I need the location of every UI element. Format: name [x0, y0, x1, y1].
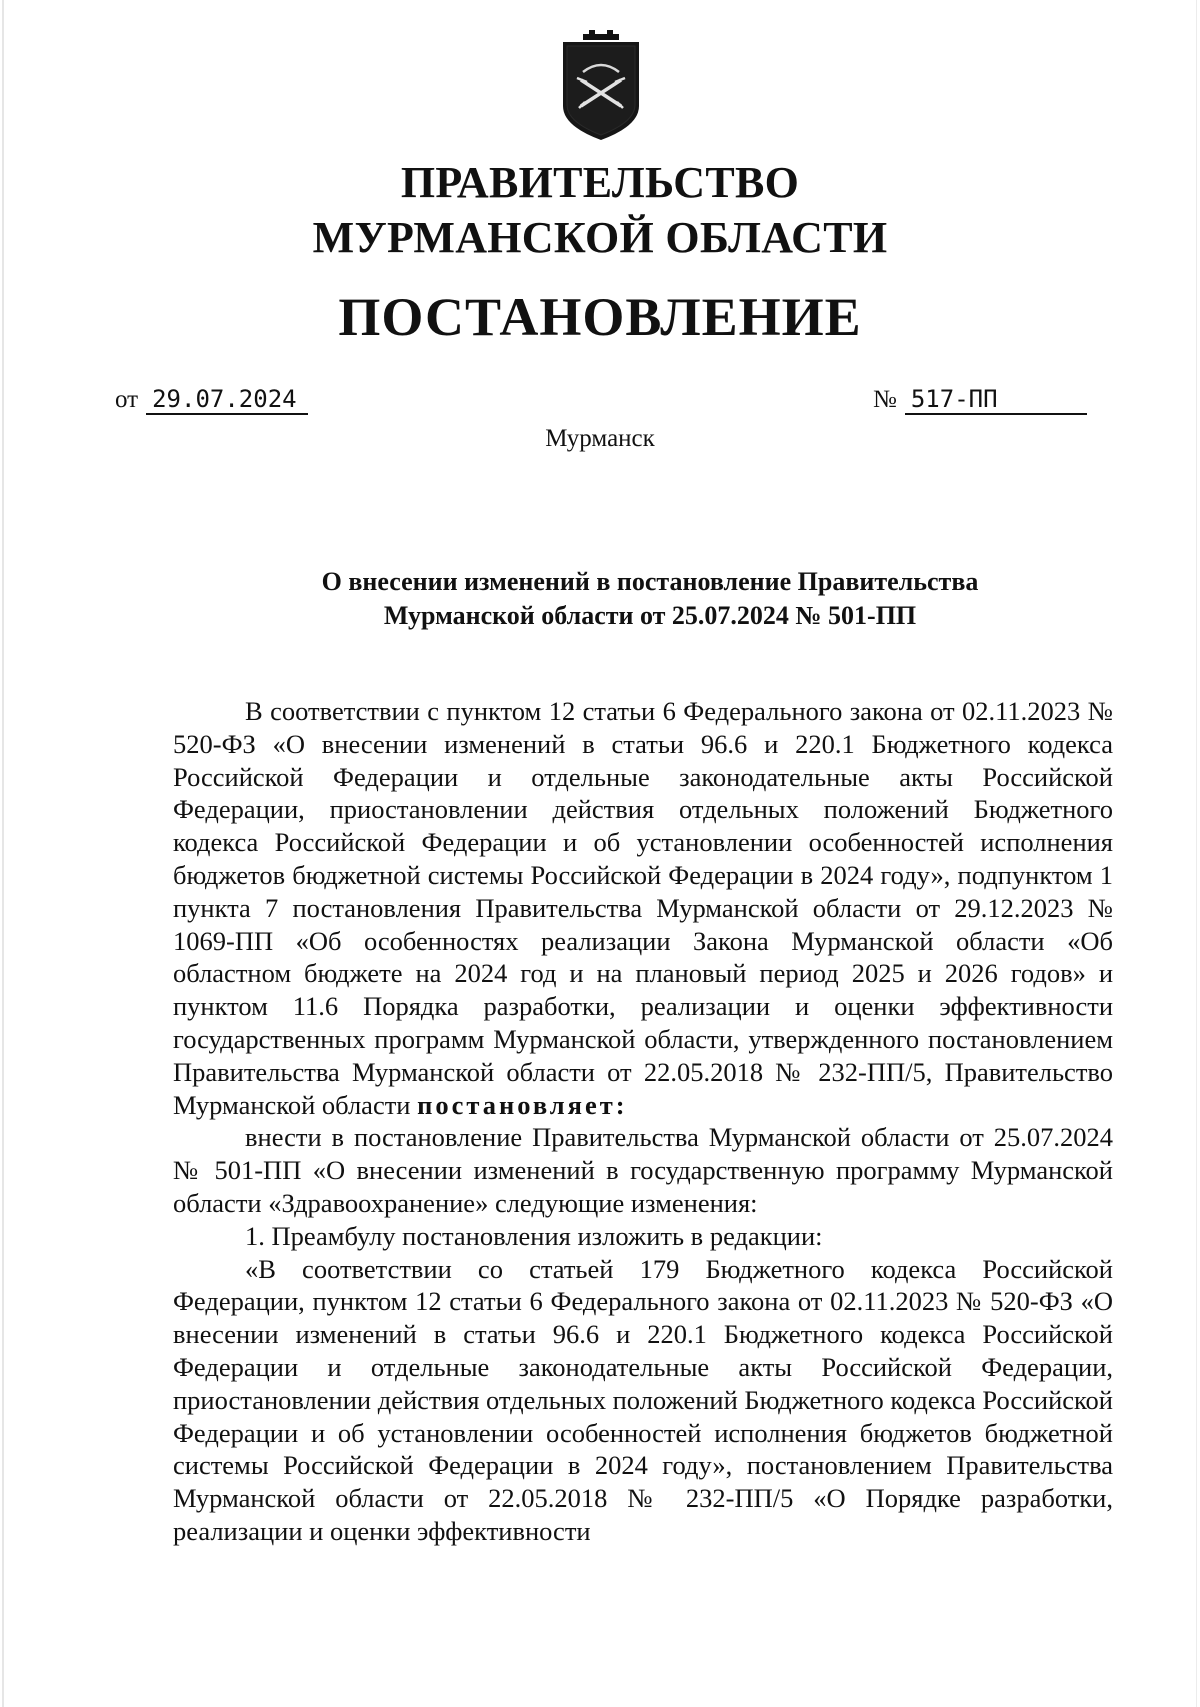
- body-paragraph-2: внести в постановление Правительства Мурманской области от 25.07.2024 № 501-ПП «О внесении изменений в государственную программу Мурманской области «Здравоохранение» следующие изменения:: [173, 1122, 1113, 1218]
- document-number: [873, 385, 1087, 415]
- title-line-1: О внесении изменений в постановление Правительства: [321, 567, 979, 596]
- number-value: 517-ПП: [905, 385, 1087, 415]
- document-type: ПОСТАНОВЛЕНИЕ: [338, 287, 862, 347]
- org-line-2: МУРМАНСКОЙ ОБЛАСТИ: [312, 213, 888, 262]
- document-body: [173, 695, 1113, 1548]
- city: Мурманск: [545, 425, 655, 452]
- document-title: [0, 565, 1200, 633]
- body-paragraph-1: [173, 695, 1113, 1121]
- title-line-2: Мурманской области от 25.07.2024 № 501-ПП: [383, 601, 917, 630]
- date-value: 29.07.2024: [146, 385, 308, 415]
- document-date: [115, 385, 308, 415]
- body-paragraph-4: «В соответствии со статьей 179 Бюджетного кодекса Российской Федерации, пунктом 12 статьи 6 Федерального закона от 02.11.2023 № 520-ФЗ «О внесении изменений в статьи 96.6 и 220.1 Бюджетного кодекса Российской Федерации и отдельные законодательные акты Российской Федерации, приостановлении действия отдельных положений Бюджетного кодекса Российской Федерации и об установлении особенностей исполнения бюджетов бюджетной системы Российской Федерации в 2024 году», постановлением Правительства Мурманской области от 22.05.2018 № 232-ПП/5 «О Порядке разработки, реализации и оценки эффективности: [173, 1253, 1113, 1546]
- resolve-word: постановляет:: [417, 1089, 628, 1120]
- org-line-1: ПРАВИТЕЛЬСТВО: [400, 158, 800, 207]
- coat-of-arms-emblem-icon: [555, 28, 647, 143]
- body-paragraph-3: 1. Преамбулу постановления изложить в редакции:: [245, 1220, 823, 1251]
- date-prefix: от: [115, 386, 139, 413]
- organization-name: [0, 155, 1200, 265]
- paragraph-1-text: В соответствии с пунктом 12 статьи 6 Федерального закона от 02.11.2023 № 520-ФЗ «О внесении изменений в статьи 96.6 и 220.1 Бюджетного кодекса Российской Федерации и отдельные законодательные акты Российской Федерации, приостановлении действия отдельных положений Бюджетного кодекса Российской Федерации и об установлении особенностей исполнения бюджетов бюджетной системы Российской Федерации в 2024 году», подпунктом 1 пункта 7 постановления Правительства Мурманской области от 29.12.2023 № 1069-ПП «Об особенностях реализации Закона Мурманской области «Об областном бюджете на 2024 год и на плановый период 2025 и 2026 годов» и пунктом 11.6 Порядка разработки, реализации и оценки эффективности государственных программ Мурманской области, утвержденного постановлением Правительства Мурманской области от 22.05.2018 № 232-ПП/5, Правительство Мурманской области: [173, 696, 1113, 1120]
- number-prefix: №: [873, 386, 897, 413]
